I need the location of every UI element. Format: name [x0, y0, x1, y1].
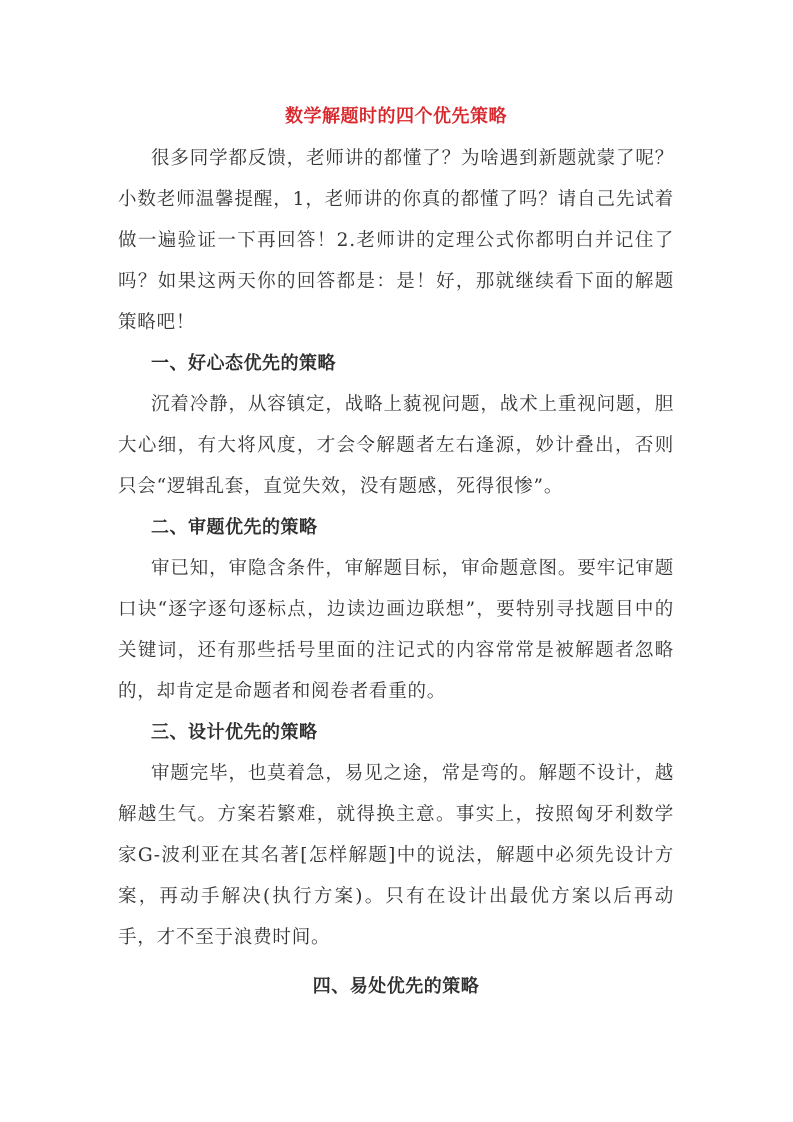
section-heading-2: 二、审题优先的策略 [151, 517, 318, 538]
section-body-2: 审已知，审隐含条件，审解题目标，审命题意图。要牢记审题口诀“逐字逐句逐标点，边读边画边联想”，要特别寻找题目中的关键词，还有那些括号里面的注记式的内容常常是被解题者忽略的，却肯定是命题者和阅卷者看重的。 [118, 558, 674, 702]
document-title: 数学解题时的四个优先策略 [285, 106, 507, 127]
section-body-3: 审题完毕，也莫着急，易见之途，常是弯的。解题不设计，越解越生气。方案若繁难，就得换主意。事实上，按照匈牙利数学家G-波利亚在其名著[怎样解题]中的说法，解题中必须先设计方案，再动手解决(执行方案)。只有在设计出最优方案以后再动手，才不至于浪费时间。 [118, 763, 674, 948]
document-page [118, 100, 674, 1007]
section-heading-3: 三、设计优先的策略 [151, 722, 318, 743]
section-heading-1: 一、好心态优先的策略 [151, 353, 336, 374]
section-heading-4: 四、易处优先的策略 [312, 976, 480, 997]
section-body-1: 沉着冷静，从容镇定，战略上藐视问题，战术上重视问题，胆大心细，有大将风度，才会令解题者左右逢源，妙计叠出，否则只会“逻辑乱套，直觉失效，没有题感，死得很惨”。 [118, 394, 674, 497]
intro-paragraph: 很多同学都反馈，老师讲的都懂了？为啥遇到新题就蒙了呢？小数老师温馨提醒，1，老师讲的你真的都懂了吗？请自己先试着做一遍验证一下再回答！2.老师讲的定理公式你都明白并记住了吗？如果这两天你的回答都是：是！好，那就继续看下面的解题策略吧！ [118, 148, 674, 333]
